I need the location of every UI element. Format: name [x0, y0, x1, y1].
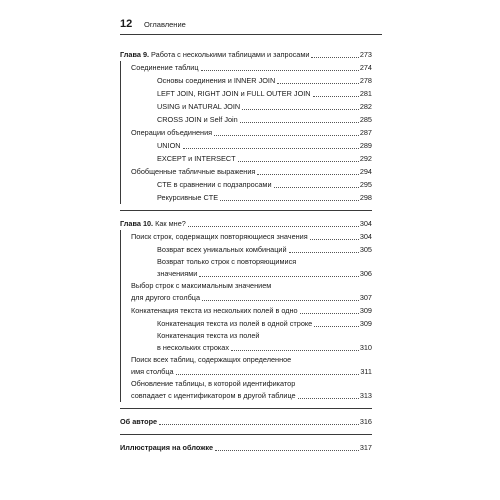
- toc-entry-page: 309: [359, 319, 372, 328]
- divider: [120, 434, 372, 435]
- toc-entry[interactable]: [121, 178, 372, 191]
- dot-leader: [274, 187, 359, 188]
- dot-leader: [202, 300, 359, 301]
- toc-entry[interactable]: [121, 61, 372, 74]
- toc-entry-page: 292: [359, 154, 372, 163]
- toc-entry[interactable]: [121, 113, 372, 126]
- dot-leader: [240, 122, 359, 123]
- running-header: [120, 18, 382, 35]
- toc-entry-page: 298: [359, 193, 372, 202]
- toc-entry-page: 310: [359, 343, 372, 352]
- dot-leader: [298, 398, 359, 399]
- toc-entry-label-line1: Выбор строк с максимальным значением: [131, 281, 272, 290]
- table-of-contents: [120, 48, 372, 454]
- toc-entry-page: 274: [359, 63, 372, 72]
- dot-leader: [313, 96, 359, 97]
- toc-entry-page: 304: [359, 232, 372, 241]
- chapter-10-label: Глава 10. Как мне?: [120, 219, 186, 228]
- toc-entry-label-line2: совпадает с идентификатором в другой таблице: [131, 391, 296, 400]
- toc-entry-label: Основы соединения и INNER JOIN: [157, 76, 276, 85]
- dot-leader: [289, 252, 359, 253]
- toc-entry[interactable]: [121, 230, 372, 243]
- toc-entry-label-line1: Возврат только строк с повторяющимися: [157, 257, 297, 266]
- toc-entry-label-line2: в нескольких строках: [157, 343, 229, 352]
- toc-entry-page: 289: [359, 141, 372, 150]
- dot-leader: [314, 326, 359, 327]
- chapter-10-sections: [120, 230, 372, 402]
- toc-entry[interactable]: [121, 152, 372, 165]
- dot-leader: [311, 57, 358, 58]
- divider: [120, 408, 372, 409]
- toc-entry-page: 278: [359, 76, 372, 85]
- dot-leader: [220, 200, 359, 201]
- toc-entry[interactable]: [121, 304, 372, 317]
- dot-leader: [176, 374, 360, 375]
- toc-entry-label-line1: Обновление таблицы, в которой идентификатор: [131, 379, 296, 388]
- toc-entry-label-line2: для другого столбца: [131, 293, 201, 302]
- toc-entry-label: Возврат всех уникальных комбинаций: [157, 245, 287, 254]
- about-author-page: 316: [359, 417, 372, 426]
- toc-entry-page: 311: [360, 367, 372, 376]
- dot-leader: [277, 83, 359, 84]
- dot-leader: [201, 70, 359, 71]
- toc-entry[interactable]: [121, 354, 372, 378]
- toc-entry[interactable]: [121, 87, 372, 100]
- toc-entry[interactable]: [121, 74, 372, 87]
- chapter-10-entry[interactable]: [120, 217, 372, 230]
- toc-entry-line2: [131, 292, 372, 304]
- toc-entry-label: Рекурсивные CTE: [157, 193, 219, 202]
- toc-entry-page: 313: [359, 391, 372, 400]
- toc-entry[interactable]: [121, 243, 372, 256]
- cover-illustration-page: 317: [359, 443, 372, 452]
- toc-entry-label: EXCEPT и INTERSECT: [157, 154, 236, 163]
- running-title: Оглавление: [144, 20, 186, 29]
- toc-entry-label-line1: Конкатенация текста из полей: [157, 331, 260, 340]
- toc-entry[interactable]: [121, 317, 372, 330]
- chapter-9-label: Глава 9. Работа с несколькими таблицами и запросами: [120, 50, 310, 59]
- toc-entry-label: Соединение таблиц: [131, 63, 199, 72]
- toc-entry-page: 282: [359, 102, 372, 111]
- toc-entry-label-line2: имя столбца: [131, 367, 174, 376]
- toc-entry-label: Конкатенация текста из полей в одной строке: [157, 319, 313, 328]
- dot-leader: [238, 161, 359, 162]
- toc-entry-line2: [157, 268, 372, 280]
- toc-entry-page: 307: [359, 293, 372, 302]
- chapter-9-sections: [120, 61, 372, 204]
- dot-leader: [231, 350, 359, 351]
- toc-entry-label: CROSS JOIN и Self Join: [157, 115, 238, 124]
- about-author-label: Об авторе: [120, 417, 158, 426]
- toc-entry[interactable]: [121, 191, 372, 204]
- toc-entry-label: Конкатенация текста из нескольких полей в одно: [131, 306, 298, 315]
- toc-entry[interactable]: [121, 100, 372, 113]
- toc-entry[interactable]: [121, 330, 372, 354]
- dot-leader: [159, 424, 359, 425]
- toc-entry-label: Поиск строк, содержащих повторяющиеся значения: [131, 232, 308, 241]
- about-author-entry[interactable]: [120, 415, 372, 428]
- dot-leader: [257, 174, 358, 175]
- toc-entry-page: 295: [359, 180, 372, 189]
- cover-illustration-entry[interactable]: [120, 441, 372, 454]
- toc-entry-page: 281: [359, 89, 372, 98]
- toc-entry-page: 309: [359, 306, 372, 315]
- page-number: 12: [120, 18, 133, 30]
- toc-entry-line2: [131, 366, 372, 378]
- cover-illustration-label: Иллюстрация на обложке: [120, 443, 214, 452]
- toc-entry-label: CTE в сравнении с подзапросами: [157, 180, 272, 189]
- toc-entry-label: LEFT JOIN, RIGHT JOIN и FULL OUTER JOIN: [157, 89, 311, 98]
- chapter-9-entry[interactable]: [120, 48, 372, 61]
- toc-entry-line2: [157, 342, 372, 354]
- chapter-10-page: 304: [359, 219, 372, 228]
- divider: [120, 210, 372, 211]
- toc-entry-page: 285: [359, 115, 372, 124]
- toc-entry[interactable]: [121, 165, 372, 178]
- toc-entry-label-line1: Поиск всех таблиц, содержащих определенное: [131, 355, 292, 364]
- toc-entry-label: USING и NATURAL JOIN: [157, 102, 241, 111]
- toc-entry[interactable]: [121, 256, 372, 280]
- toc-entry[interactable]: [121, 126, 372, 139]
- dot-leader: [183, 148, 359, 149]
- toc-entry[interactable]: [121, 378, 372, 402]
- dot-leader: [199, 276, 359, 277]
- dot-leader: [310, 239, 359, 240]
- dot-leader: [300, 313, 359, 314]
- dot-leader: [214, 135, 359, 136]
- dot-leader: [215, 450, 359, 451]
- toc-entry-page: 287: [359, 128, 372, 137]
- toc-entry-page: 305: [359, 245, 372, 254]
- toc-entry-line2: [131, 390, 372, 402]
- dot-leader: [188, 226, 359, 227]
- dot-leader: [242, 109, 359, 110]
- toc-entry-page: 306: [359, 269, 372, 278]
- toc-entry-label-line2: значениями: [157, 269, 198, 278]
- chapter-9-page: 273: [359, 50, 372, 59]
- toc-entry-label: UNION: [157, 141, 181, 150]
- toc-entry-label: Обобщенные табличные выражения: [131, 167, 256, 176]
- toc-entry[interactable]: [121, 139, 372, 152]
- toc-entry[interactable]: [121, 280, 372, 304]
- toc-entry-page: 294: [359, 167, 372, 176]
- toc-entry-label: Операции объединения: [131, 128, 213, 137]
